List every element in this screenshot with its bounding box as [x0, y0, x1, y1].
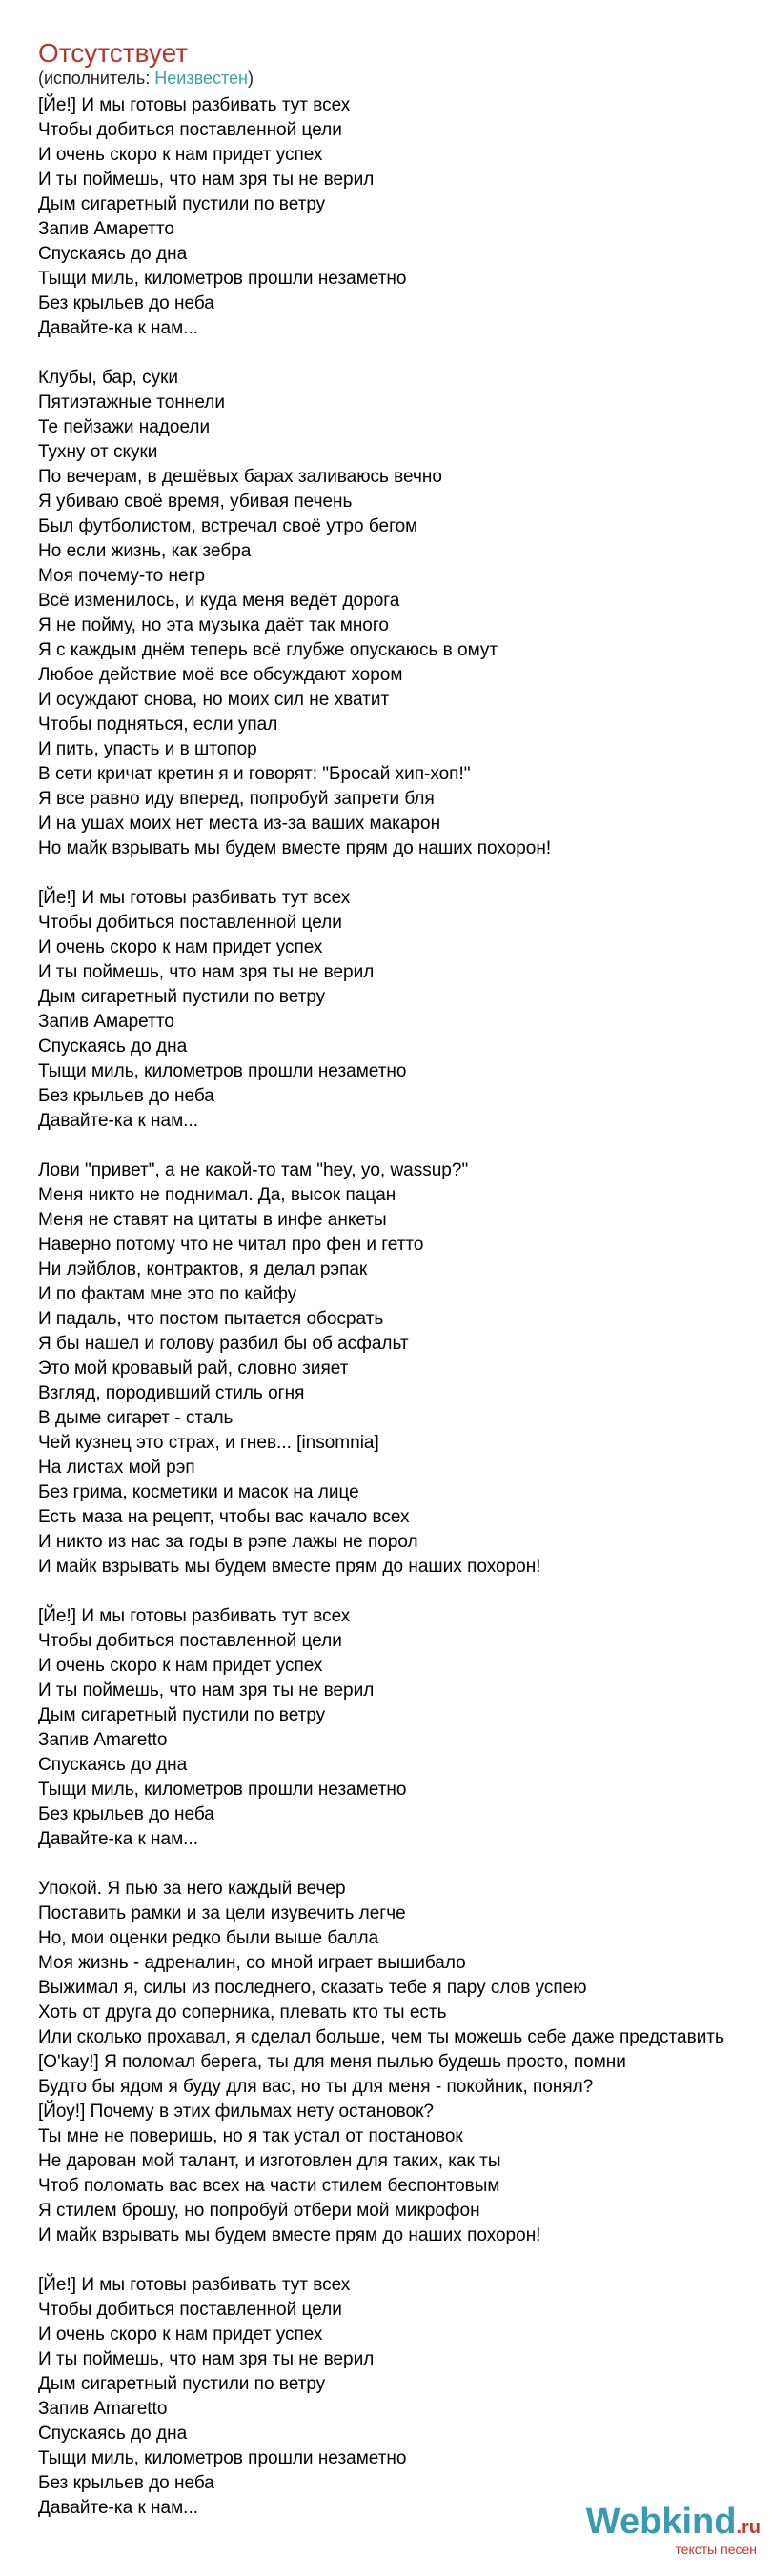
lyric-line: [O'kay!] Я поломал берега, ты для меня пылью будешь просто, помни — [38, 2052, 626, 2072]
logo-wordmark — [586, 2504, 761, 2546]
lyric-line: Или сколько прохавал, я сделал больше, чем ты можешь себе даже представить — [38, 2027, 724, 2047]
lyric-line: Будто бы ядом я буду для вас, но ты для меня - покойник, понял? — [38, 2077, 594, 2097]
artist-prefix: (исполнитель: — [38, 69, 155, 88]
lyric-line: Тыщи миль, километров прошли незаметно — [38, 1061, 407, 1081]
lyric-line: Не дарован мой талант, и изготовлен для таких, как ты — [38, 2151, 501, 2171]
lyric-line: Запив Амаретто — [38, 219, 174, 239]
lyric-line: Хоть от друга до соперника, плевать кто ты есть — [38, 2002, 447, 2023]
lyric-line: Я не пойму, но эта музыка даёт так много — [38, 615, 389, 635]
lyric-line: [Йоу!] Почему в этих фильмах нету остановок? — [38, 2102, 434, 2122]
lyric-line: И на ушах моих нет места из-за ваших макарон — [38, 814, 441, 834]
lyric-line: Спускаясь до дна — [38, 1755, 188, 1775]
lyric-line: Моя почему-то негр — [38, 566, 206, 586]
lyrics-stanza — [38, 93, 772, 341]
lyric-line: Чтобы добиться поставленной цели — [38, 913, 342, 933]
lyric-line: В дыме сигарет - сталь — [38, 1408, 234, 1428]
lyric-line: Но, мои оценки редко были выше балла — [38, 1928, 379, 1948]
lyric-line: И майк взрывать мы будем вместе прям до наших похорон! — [38, 2225, 541, 2245]
lyrics-stanza — [38, 2273, 772, 2521]
lyric-line: Я стилем брошу, но попробуй отбери мой микрофон — [38, 2201, 480, 2221]
lyric-line: Тыщи миль, километров прошли незаметно — [38, 1780, 407, 1800]
lyric-line: И ты поймешь, что нам зря ты не верил — [38, 170, 375, 190]
lyric-line: [Йе!] И мы готовы разбивать тут всех — [38, 95, 351, 115]
lyric-line: Я все равно иду вперед, попробуй запрети бля — [38, 789, 435, 809]
lyric-line: Поставить рамки и за цели изувечить легче — [38, 1903, 406, 1923]
artist-link[interactable]: Неизвестен — [154, 69, 248, 88]
lyric-line: Спускаясь до дна — [38, 1036, 188, 1057]
lyric-line: Без грима, косметики и масок на лице — [38, 1482, 359, 1502]
lyric-line: Без крыльев до неба — [38, 2473, 214, 2493]
lyric-line: Спускаясь до дна — [38, 2424, 188, 2444]
lyric-line: Чей кузнец это страх, и гнев... [insomnia] — [38, 1433, 379, 1453]
lyric-line: Тыщи миль, километров прошли незаметно — [38, 2448, 407, 2468]
logo-ru-text: .ru — [736, 2517, 761, 2538]
lyric-line: И очень скоро к нам придет успех — [38, 145, 323, 165]
lyric-line: Дым сигаретный пустили по ветру — [38, 194, 326, 214]
lyric-line: Тухну от скуки — [38, 442, 158, 462]
lyric-line: Я с каждым днём теперь всё глубже опускаюсь в омут — [38, 640, 498, 660]
lyric-line: Чтобы добиться поставленной цели — [38, 120, 342, 140]
lyric-line: Спускаясь до дна — [38, 244, 188, 264]
lyric-line: Есть маза на рецепт, чтобы вас качало всех — [38, 1507, 410, 1527]
lyric-line: В сети кричат кретин я и говорят: "Бросай хип-хоп!" — [38, 764, 471, 784]
lyric-line: И ты поймешь, что нам зря ты не верил — [38, 2349, 375, 2369]
logo-kind-text: kind — [661, 2502, 737, 2542]
lyric-line: Чтобы подняться, если упал — [38, 714, 278, 735]
lyric-line: Без крыльев до неба — [38, 1086, 214, 1106]
lyric-line: Моя жизнь - адреналин, со мной играет вышибало — [38, 1953, 466, 1973]
lyric-line: И очень скоро к нам придет успех — [38, 1656, 323, 1676]
lyrics-stanza — [38, 366, 772, 861]
lyric-line: И осуждают снова, но моих сил не хватит — [38, 690, 390, 710]
lyric-line: Всё изменилось, и куда меня ведёт дорога — [38, 591, 400, 611]
lyrics-stanza — [38, 886, 772, 1134]
lyric-line: И очень скоро к нам придет успех — [38, 2324, 323, 2345]
lyric-line: Пятиэтажные тоннели — [38, 392, 225, 413]
lyric-line: Меня не ставят на цитаты в инфе анкеты — [38, 1210, 387, 1230]
artist-suffix: ) — [247, 69, 254, 88]
lyric-line: [Йе!] И мы готовы разбивать тут всех — [38, 1606, 351, 1626]
lyric-line: Чтобы добиться поставленной цели — [38, 2300, 342, 2320]
lyric-line: Запив Амаретто — [38, 1012, 174, 1032]
site-logo[interactable] — [586, 2504, 761, 2557]
lyric-line: Я убиваю своё время, убивая печень — [38, 492, 353, 512]
lyric-line: Дым сигаретный пустили по ветру — [38, 987, 326, 1007]
lyric-line: Упокой. Я пью за него каждый вечер — [38, 1879, 346, 1899]
lyric-line: И ты поймешь, что нам зря ты не верил — [38, 1680, 375, 1701]
lyric-line: Тыщи миль, километров прошли незаметно — [38, 269, 407, 289]
lyric-line: И очень скоро к нам придет успех — [38, 937, 323, 957]
lyric-line: Ты мне не поверишь, но я так устал от постановок — [38, 2126, 463, 2146]
lyric-line: И ты поймешь, что нам зря ты не верил — [38, 962, 375, 982]
lyrics-stanza — [38, 1877, 772, 2248]
lyric-line: Выжимал я, силы из последнего, сказать тебе я пару слов успею — [38, 1978, 587, 1998]
lyrics-stanza — [38, 1158, 772, 1580]
lyric-line: Давайте-ка к нам... — [38, 318, 199, 338]
lyric-line: И никто из нас за годы в рэпе лажы не порол — [38, 1532, 418, 1552]
lyric-line: И по фактам мне это по кайфу — [38, 1284, 297, 1304]
lyric-line: Но если жизнь, как зебра — [38, 541, 252, 561]
lyric-line: Без крыльев до неба — [38, 1804, 214, 1824]
lyric-line: Запив Amaretto — [38, 2399, 168, 2419]
lyric-line: Дым сигаретный пустили по ветру — [38, 1705, 326, 1725]
lyric-line: И пить, упасть и в штопор — [38, 739, 257, 759]
lyric-line: По вечерам, в дешёвых барах заливаюсь вечно — [38, 467, 442, 487]
lyric-line: Взгляд, породивший стиль огня — [38, 1383, 305, 1403]
song-title: Отсутствует — [38, 38, 189, 68]
lyric-line: Чтоб поломать вас всех на части стилем беспонтовым — [38, 2176, 500, 2196]
lyrics-stanza — [38, 1604, 772, 1852]
lyric-line: Запив Amaretto — [38, 1730, 168, 1750]
lyric-line: Те пейзажи надоели — [38, 417, 211, 437]
lyric-line: Меня никто не поднимал. Да, высок пацан — [38, 1185, 396, 1205]
lyric-line: Чтобы добиться поставленной цели — [38, 1631, 342, 1651]
lyric-line: Это мой кровавый рай, словно зияет — [38, 1358, 349, 1379]
logo-tagline: тексты песен — [675, 2542, 757, 2557]
lyrics-body — [38, 93, 772, 2546]
lyric-line: Любое действие моё все обсуждают хором — [38, 665, 403, 685]
lyric-line: Без крыльев до неба — [38, 293, 214, 313]
artist-line — [38, 69, 254, 89]
lyric-line: И падаль, что постом пытается обосрать — [38, 1309, 384, 1329]
logo-web-text: Web — [585, 2502, 662, 2542]
lyric-line: Давайте-ка к нам... — [38, 2498, 199, 2518]
lyric-line: Но майк взрывать мы будем вместе прям до наших похорон! — [38, 838, 552, 858]
lyric-line: Давайте-ка к нам... — [38, 1829, 199, 1849]
lyric-line: [Йе!] И мы готовы разбивать тут всех — [38, 888, 351, 908]
lyric-line: На листах мой рэп — [38, 1458, 195, 1478]
lyric-line: Давайте-ка к нам... — [38, 1111, 199, 1131]
lyric-line: Был футболистом, встречал своё утро бегом — [38, 516, 418, 536]
lyric-line: Я бы нашел и голову разбил бы об асфальт — [38, 1334, 409, 1354]
lyric-line: Дым сигаретный пустили по ветру — [38, 2374, 326, 2394]
lyric-line: Лови "привет", а не какой-то там "hey, yo, wassup?" — [38, 1160, 469, 1180]
lyric-line: [Йе!] И мы готовы разбивать тут всех — [38, 2275, 351, 2295]
lyric-line: Клубы, бар, суки — [38, 368, 179, 388]
lyric-line: И майк взрывать мы будем вместе прям до наших похорон! — [38, 1557, 541, 1577]
lyric-line: Ни лэйблов, контрактов, я делал рэпак — [38, 1259, 368, 1279]
lyric-line: Наверно потому что не читал про фен и гетто — [38, 1235, 424, 1255]
